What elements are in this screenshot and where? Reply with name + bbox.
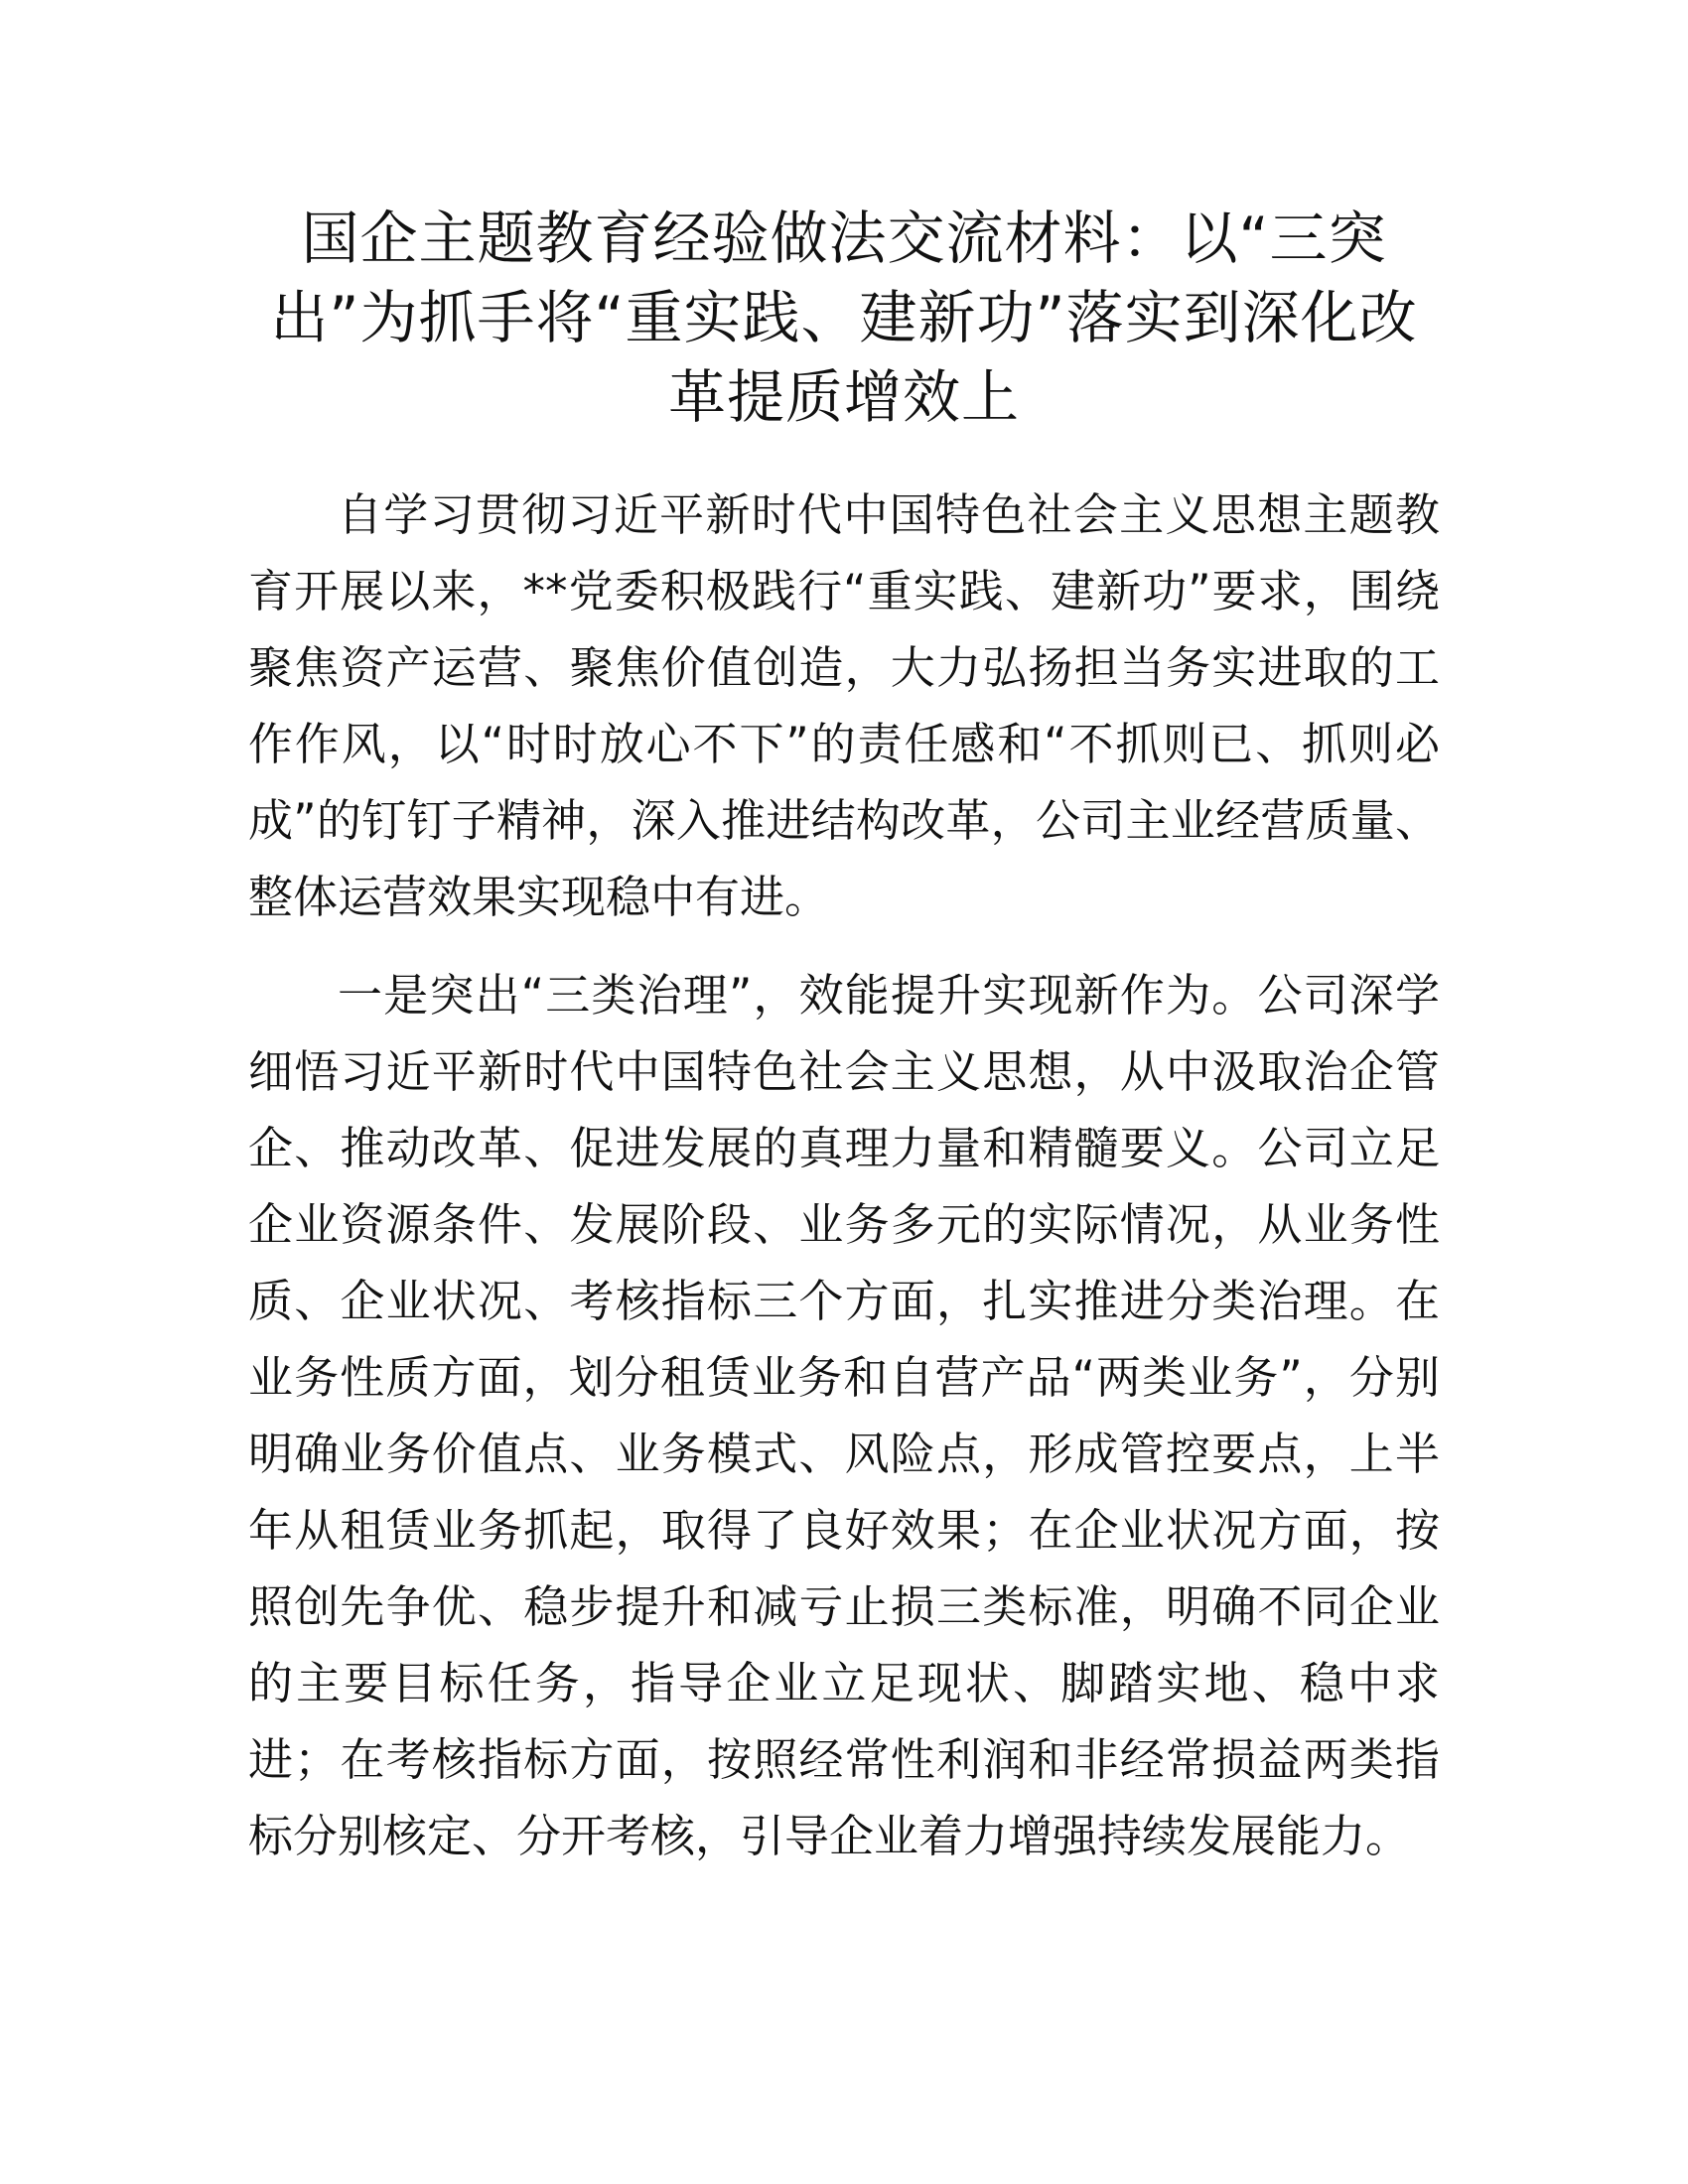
paragraph-intro: 自学习贯彻习近平新时代中国特色社会主义思想主题教育开展以来，**党委积极践行“重实践、建新功”要求，围绕聚焦资产运营、聚焦价值创造，大力弘扬担当务实进取的工作作风，以“时时放心不下”的责任感和“不抓则已、抓则必成”的钉钉子精神，深入推进结构改革，公司主业经营质量、整体运营效果实现稳中有进。 <box>248 488 1440 923</box>
document-title: 国企主题教育经验做法交流材料：以“三突出”为抓手将“重实践、建新功”落实到深化改革提质增效上 <box>270 205 1418 431</box>
paragraph-three-types-governance: 一是突出“三类治理”，效能提升实现新作为。公司深学细悟习近平新时代中国特色社会主义思想，从中汲取治企管企、推动改革、促进发展的真理力量和精髓要义。公司立足企业资源条件、发展阶段、业务多元的实际情况，从业务性质、企业状况、考核指标三个方面，扎实推进分类治理。在业务性质方面，划分租赁业务和自营产品“两类业务”，分别明确业务价值点、业务模式、风险点，形成管控要点，上半年从租赁业务抓起，取得了良好效果；在企业状况方面，按照创先争优、稳步提升和减亏止损三类标准，明确不同企业的主要目标任务，指导企业立足现状、脚踏实地、稳中求进；在考核指标方面，按照经常性利润和非经常损益两类指标分别核定、分开考核，引导企业着力增强持续发展能力。 <box>248 969 1440 1862</box>
document-body <box>248 199 1440 1874</box>
